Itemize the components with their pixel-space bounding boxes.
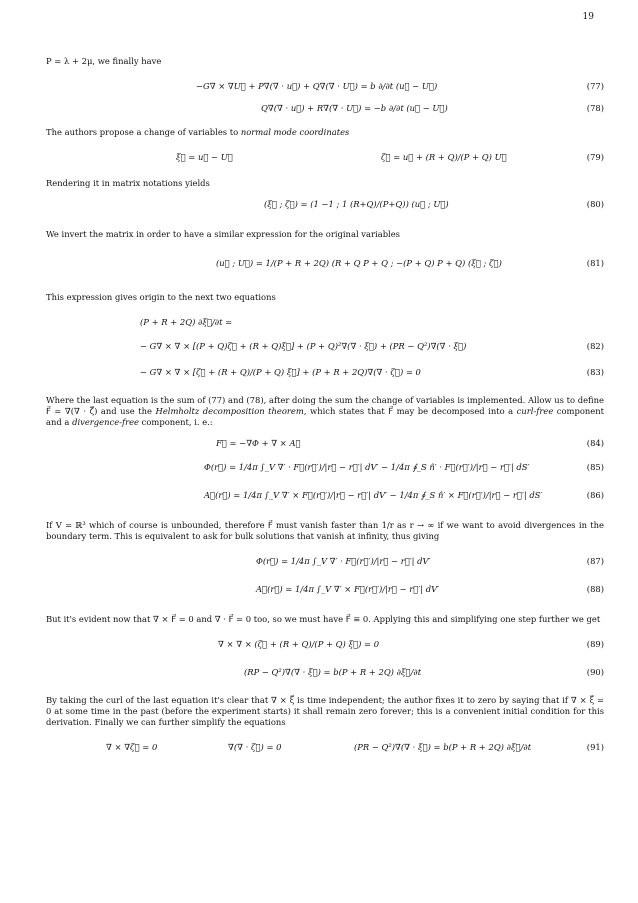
equation-84: F⃗ = −∇Φ + ∇ × A⃗ (84) xyxy=(216,438,604,448)
equation-number: (79) xyxy=(586,152,604,162)
equation-82: − G∇ × ∇ × [(P + Q)ζ⃗ + (R + Q)ξ⃗] + (P + Q)²∇(∇ · ξ⃗) + (PR − Q²)∇(∇ · ξ⃗) (82) xyxy=(140,341,604,351)
equation-number: (80) xyxy=(586,199,604,209)
equation-number: (88) xyxy=(586,584,604,594)
equation-86: A⃗(r⃗) = 1/4π ∫_V ∇′ × F⃗(r⃗′)/|r⃗ − r⃗′| dV′ − 1/4π ∮_S n̂′ × F⃗(r⃗′)/|r⃗ − r⃗′| dS′ (86) xyxy=(204,490,604,500)
equation-78: Q∇(∇ · u⃗) + R∇(∇ · U⃗) = −b ∂/∂t (u⃗ − U⃗) (78) xyxy=(261,103,604,113)
equation-85: Φ(r⃗) = 1/4π ∫_V ∇′ · F⃗(r⃗′)/|r⃗ − r⃗′| dV′ − 1/4π ∮_S n̂′ · F⃗(r⃗′)/|r⃗ − r⃗′| dS′ (85) xyxy=(204,462,604,472)
equation-81: (u⃗ ; U⃗) = 1/(P + R + 2Q) (R + Q P + Q ; −(P + Q) P + Q) (ξ⃗ ; ζ⃗) (81) xyxy=(216,258,604,268)
paragraph: We invert the matrix in order to have a similar expression for the original variables xyxy=(46,229,400,239)
equation-number: (82) xyxy=(586,341,604,351)
equation-number: (78) xyxy=(586,103,604,113)
paragraph: The authors propose a change of variables to normal mode coordinates xyxy=(46,127,350,137)
equation-89: ∇ × ∇ × (ζ⃗ + (R + Q)/(P + Q) ξ⃗) = 0 (89) xyxy=(218,639,604,649)
paragraph: But it's evident now that ∇ × F⃗ = 0 and ∇ · F⃗ = 0 too, so we must have F⃗ ≡ 0. Applying this and simplifying one step further we get xyxy=(46,614,601,624)
page-number: 19 xyxy=(582,12,594,22)
equation-number: (86) xyxy=(586,490,604,500)
equation-79: ξ⃗ = u⃗ − U⃗ ζ⃗ = u⃗ + (R + Q)/(P + Q) U⃗ (79) xyxy=(176,152,604,162)
equation-number: (81) xyxy=(586,258,604,268)
equation-number: (91) xyxy=(586,742,604,752)
equation-83: − G∇ × ∇ × [ζ⃗ + (R + Q)/(P + Q) ξ⃗] + (P + R + 2Q)∇(∇ · ζ⃗) = 0 (83) xyxy=(140,367,604,377)
equation-91: ∇ × ∇ζ⃗ = 0 ∇(∇ · ζ⃗) = 0 (PR − Q²)∇(∇ · ξ⃗) = b(P + R + 2Q) ∂ξ⃗/∂t (91) xyxy=(106,742,604,752)
paragraph: By taking the curl of the last equation it's clear that ∇ × ξ⃗ is time independent; the author fixes it to zero by saying that if ∇ × ξ⃗ = 0 at some time in the past (before the experiment starts) it shall remain zero forever; this is a convenient initial condition for this derivation. Finally we can further simplify the equations xyxy=(46,695,604,727)
equation-number: (85) xyxy=(586,462,604,472)
paragraph: This expression gives origin to the next two equations xyxy=(46,292,276,302)
paragraph: Rendering it in matrix notations yields xyxy=(46,178,210,188)
equation-90: (RP − Q²)∇(∇ · ξ⃗) = b(P + R + 2Q) ∂ξ⃗/∂t (90) xyxy=(244,667,604,677)
equation-82-lhs: (P + R + 2Q) ∂ξ⃗/∂t = xyxy=(140,317,233,327)
equation-number: (77) xyxy=(586,81,604,91)
equation-number: (87) xyxy=(586,556,604,566)
paragraph: P = λ + 2μ, we finally have xyxy=(46,56,162,66)
paragraph: Where the last equation is the sum of (77) and (78), after doing the sum the change of variables is implemented. Allow us to define F⃗ = ∇(∇ · ζ⃗) and use the Helmholtz decomposition theorem, which states that F⃗ may be decomposed into a curl-free component and a divergence-free component, i. e.: xyxy=(46,395,604,427)
equation-87: Φ(r⃗) = 1/4π ∫_V ∇′ · F⃗(r⃗′)/|r⃗ − r⃗′| dV′ (87) xyxy=(256,556,604,566)
equation-77: −G∇ × ∇U⃗ + P∇(∇ · u⃗) + Q∇(∇ · U⃗) = b ∂/∂t (u⃗ − U⃗) (77) xyxy=(196,81,604,91)
paragraph: If V = ℝ³ which of course is unbounded, therefore F⃗ must vanish faster than 1/r as r → ∞ if we want to avoid divergences in the boundary term. This is equivalent to ask for bulk solutions that vanish at infinity, thus giving xyxy=(46,520,604,541)
equation-number: (83) xyxy=(586,367,604,377)
equation-number: (84) xyxy=(586,438,604,448)
equation-88: A⃗(r⃗) = 1/4π ∫_V ∇′ × F⃗(r⃗′)/|r⃗ − r⃗′| dV′ (88) xyxy=(256,584,604,594)
equation-number: (90) xyxy=(586,667,604,677)
equation-number: (89) xyxy=(586,639,604,649)
page-body xyxy=(46,56,604,760)
equation-80: (ξ⃗ ; ζ⃗) = (1 −1 ; 1 (R+Q)/(P+Q)) (u⃗ ; U⃗) (80) xyxy=(264,199,604,209)
